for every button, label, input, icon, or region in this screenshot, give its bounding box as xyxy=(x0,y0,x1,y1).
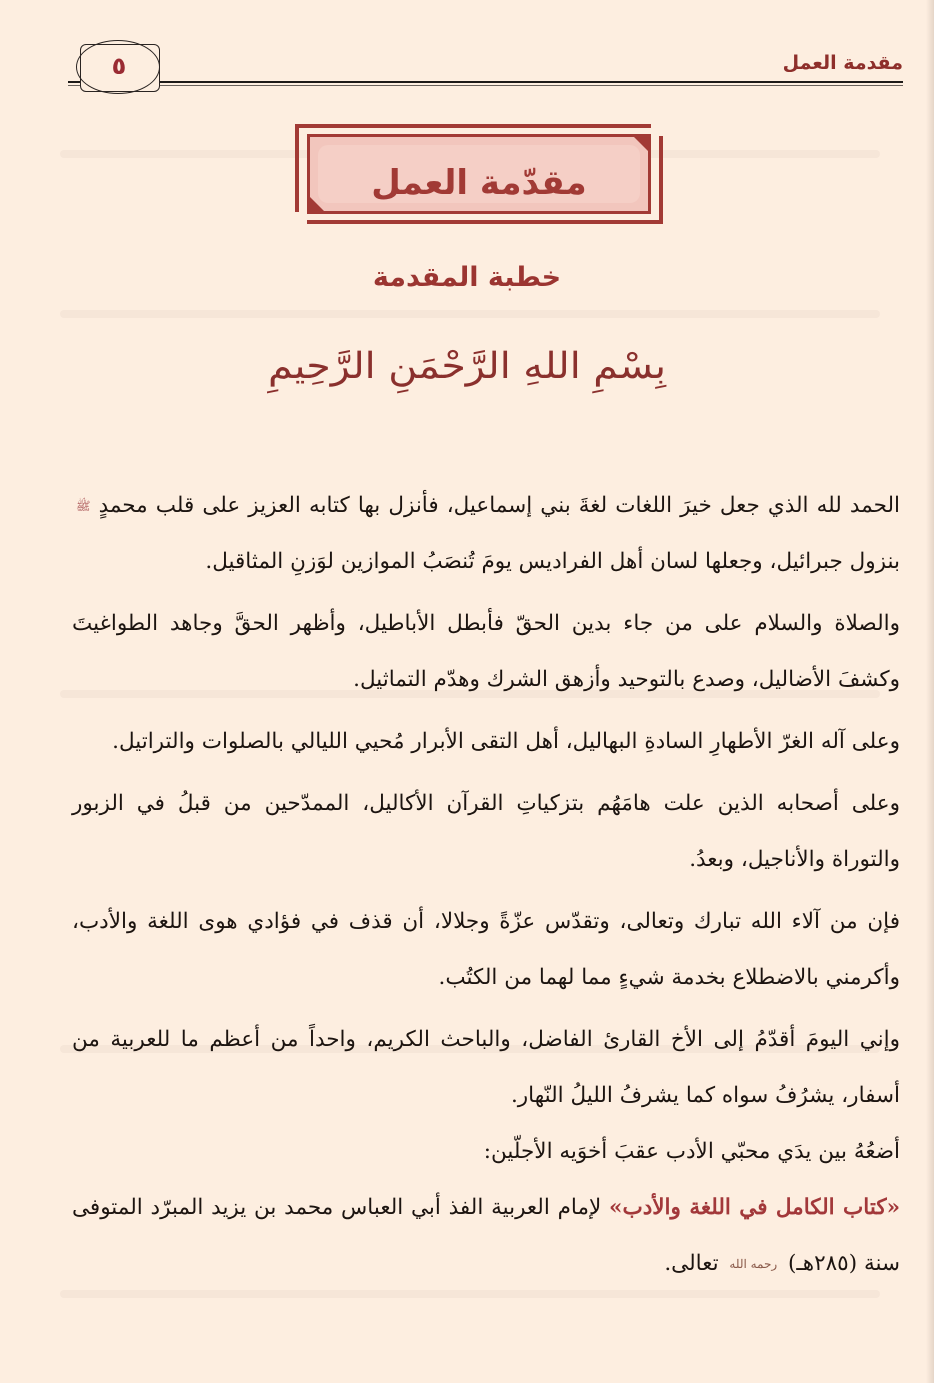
chapter-title-frame xyxy=(295,124,663,224)
body-text xyxy=(72,478,900,1292)
paragraph: أضعُهُ بين يدَي محبّي الأدب عقبَ أخوَيه الأجلّين: xyxy=(483,1139,900,1164)
page-edge-shadow xyxy=(926,0,934,1383)
frame-border-top xyxy=(295,124,651,128)
frame-border-right xyxy=(659,136,663,224)
paragraph: وعلى أصحابه الذين علت هامَهُم بتزكياتِ القرآن الأكاليل، الممدّحين من قبلُ في الزبور والتوراة والأناجيل، وبعدُ. xyxy=(72,791,900,872)
paragraph-text: الحمد لله الذي جعل خيرَ اللغات لغةَ بني إسماعيل، فأنزل بها كتابه العزيز على قلب محمدٍ xyxy=(98,493,900,518)
paragraph xyxy=(72,478,900,590)
frame-border-left xyxy=(295,124,299,212)
bleed-through xyxy=(60,310,880,318)
frame-border-bottom xyxy=(307,220,663,224)
paragraph: وعلى آله الغرّ الأطهارِ السادةِ البهاليل، أهل التقى الأبرار مُحيي الليالي بالصلوات والتراتيل. xyxy=(112,729,900,754)
section-heading: خطبة المقدمة xyxy=(372,262,562,293)
book-title: «كتاب الكامل في اللغة والأدب» xyxy=(609,1195,901,1220)
salutation-icon: ﷺ xyxy=(76,499,91,513)
paragraph-text: تعالى. xyxy=(664,1251,719,1276)
page-number: ٥ xyxy=(111,52,127,80)
paragraph: فإن من آلاء الله تبارك وتعالى، وتقدّس عزّةً وجلالا، أن قذف في فؤادي هوى اللغة والأدب، وأكرمني بالاضطلاع بخدمة شيءٍ مما لهما من الكتُب. xyxy=(72,909,900,990)
paragraph-text: لإمام العربية الفذ أبي العباس محمد بن يزيد المبرّد المتوفى سنة (٢٨٥هـ) xyxy=(72,1195,900,1276)
frame-panel xyxy=(307,134,651,214)
running-header xyxy=(68,48,903,84)
header-rule-thin xyxy=(68,85,903,86)
basmala-calligraphy: بِسْمِ اللهِ الرَّحْمَنِ الرَّحِيمِ xyxy=(267,346,666,387)
paragraph xyxy=(72,1180,900,1292)
chapter-title: مقدّمة العمل xyxy=(371,163,587,203)
paragraph: والصلاة والسلام على من جاء بدين الحقّ فأبطل الأباطيل، وأظهر الحقَّ وجاهد الطواغيتَ وكشفَ الأضاليل، وصدع بالتوحيد وأزهق الشرك وهدّم التماثيل. xyxy=(72,611,900,692)
frame-corner-ornament xyxy=(634,137,648,151)
header-rule xyxy=(68,81,903,83)
paragraph-text: بنزول جبرائيل، وجعلها لسان أهل الفراديس يومَ تُنصَبُ الموازين لوَزنِ المثاقيل. xyxy=(205,549,900,574)
paragraph: وإني اليومَ أقدّمُ إلى الأخ القارئ الفاضل، والباحث الكريم، واحداً من أعظم ما للعربية من أسفار، يشرُفُ سواه كما يشرفُ الليلُ النّهار. xyxy=(72,1027,900,1108)
running-title: مقدمة العمل xyxy=(782,52,903,74)
rahimahullah-icon: رحمه الله xyxy=(729,1257,778,1271)
